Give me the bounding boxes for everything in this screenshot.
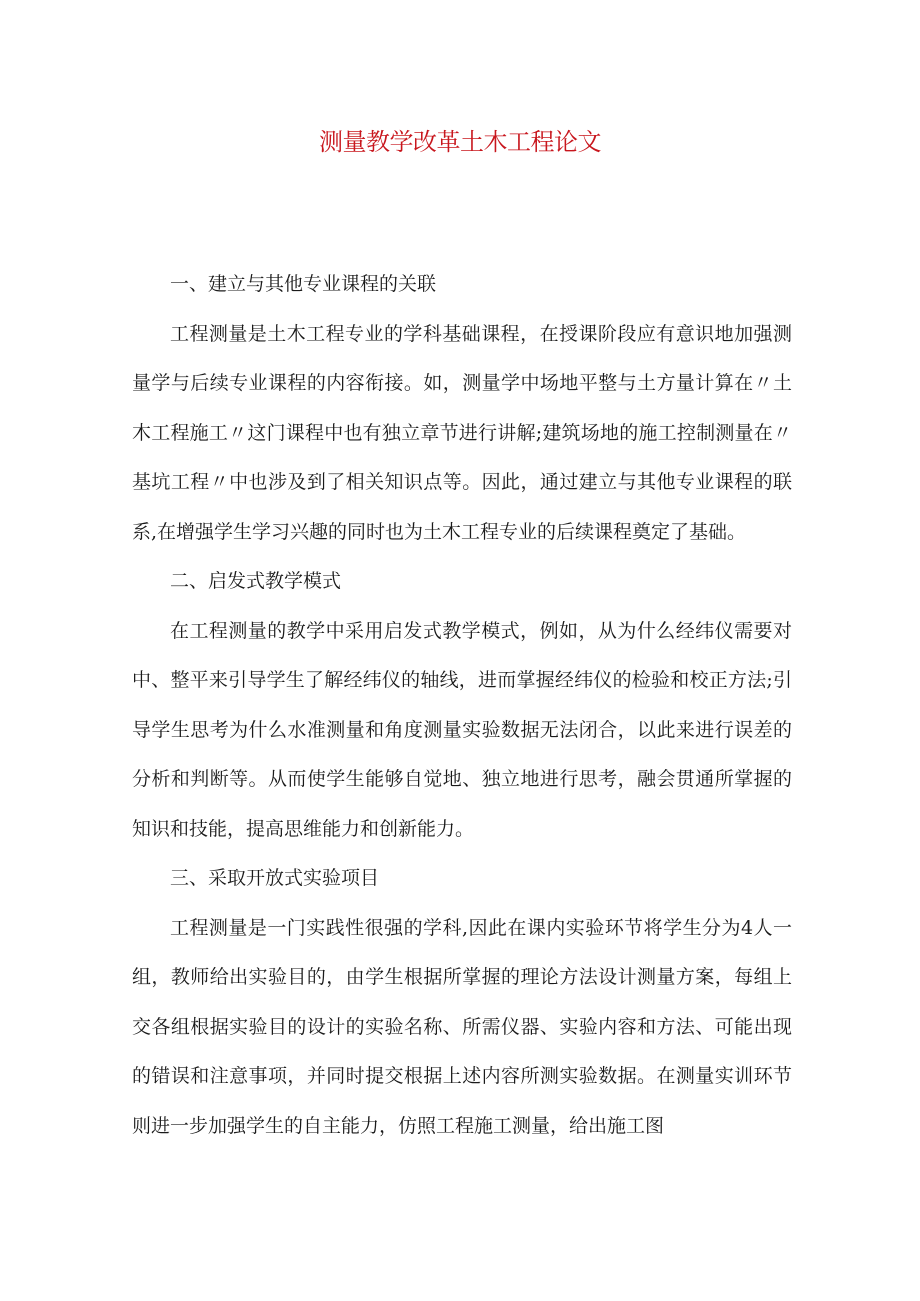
paragraph-1: 工程测量是土木工程专业的学科基础课程，在授课阶段应有意识地加强测量学与后续专业课程的内容衔接。如，测量学中场地平整与土方量计算在〃土木工程施工〃这门课程中也有独立章节进行讲解;建筑场地的施工控制测量在〃基坑工程〃中也涉及到了相关知识点等。因此，通过建立与其他专业课程的联系,在增强学生学习兴趣的同时也为土木工程专业的后续课程奠定了基础。 xyxy=(132,322,792,543)
section-heading-3: 三、采取开放式实验项目 xyxy=(170,867,380,889)
section-heading-2: 二、启发式教学模式 xyxy=(170,570,342,592)
section-heading-1: 一、建立与其他专业课程的关联 xyxy=(170,273,437,295)
paragraph-3: 工程测量是一门实践性很强的学科,因此在课内实验环节将学生分为4人一组，教师给出实验目的，由学生根据所掌握的理论方法设计测量方案，每组上交各组根据实验目的设计的实验名称、所需仪器、实验内容和方法、可能出现的错误和注意事项，并同时提交根据上述内容所测实验数据。在测量实训环节则进一步加强学生的自主能力，仿照工程施工测量，给出施工图 xyxy=(132,916,792,1137)
paragraph-2: 在工程测量的教学中采用启发式教学模式，例如，从为什么经纬仪需要对中、整平来引导学生了解经纬仪的轴线，进而掌握经纬仪的检验和校正方法;引导学生思考为什么水准测量和角度测量实验数据无法闭合，以此来进行误差的分析和判断等。从而使学生能够自觉地、独立地进行思考，融会贯通所掌握的知识和技能，提高思维能力和创新能力。 xyxy=(132,619,792,840)
document-body xyxy=(132,260,792,1151)
document-title: 测量教学改革土木工程论文 xyxy=(319,128,601,156)
